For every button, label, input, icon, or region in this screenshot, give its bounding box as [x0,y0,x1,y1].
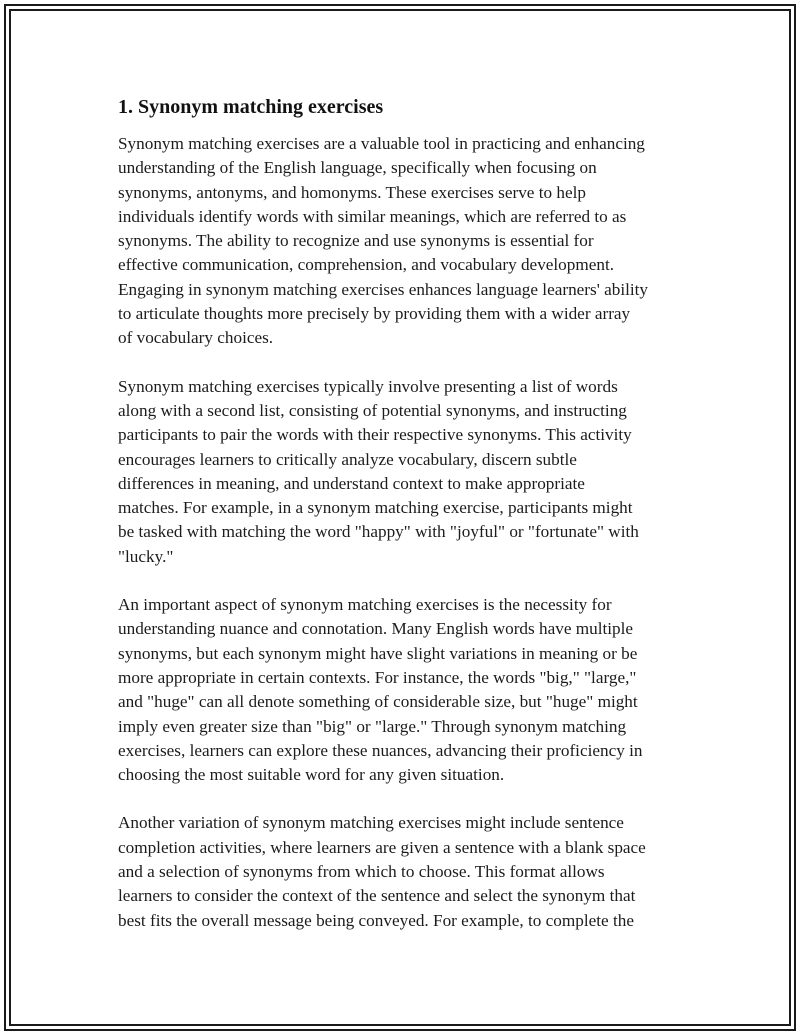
text-line: and a selection of synonyms from which to choose. This format allows [118,862,605,882]
text-line: Synonym matching exercises typically involve presenting a list of words [118,376,618,396]
text-line: and "huge" can all denote something of considerable size, but "huge" might [118,692,638,712]
paragraph-4 [118,811,688,932]
paragraph-2 [118,375,688,569]
section-heading: 1. Synonym matching exercises [118,96,384,118]
text-line: individuals identify words with similar meanings, which are referred to as [118,206,627,226]
text-line: Synonym matching exercises are a valuable tool in practicing and enhancing [118,134,645,153]
text-line: more appropriate in certain contexts. For instance, the words "big," "large," [118,667,637,687]
text-line: understanding nuance and connotation. Many English words have multiple [118,619,634,639]
text-line: synonyms. The ability to recognize and use synonyms is essential for [118,231,594,251]
text-line: along with a second list, consisting of potential synonyms, and instructing [118,400,627,420]
text-line: participants to pair the words with their respective synonyms. This activity [118,425,632,445]
text-line: encourages learners to critically analyze vocabulary, discern subtle [118,449,577,469]
text-line: completion activities, where learners are given a sentence with a blank space [118,837,646,857]
text-line: best fits the overall message being conveyed. For example, to complete the [118,910,634,930]
text-line: An important aspect of synonym matching exercises is the necessity for [118,595,612,615]
text-line: Engaging in synonym matching exercises enhances language learners' ability [118,279,649,299]
text-line: synonyms, but each synonym might have slight variations in meaning or be [118,643,638,663]
text-line: of vocabulary choices. [118,328,274,348]
text-line: understanding of the English language, specifically when focusing on [118,158,597,178]
text-line: choosing the most suitable word for any given situation. [118,765,505,785]
paragraph-3 [118,593,688,787]
document-body [118,94,688,957]
text-line: learners to consider the context of the sentence and select the synonym that [118,886,636,906]
text-line: exercises, learners can explore these nuances, advancing their proficiency in [118,740,643,760]
text-line: synonyms, antonyms, and homonyms. These exercises serve to help [118,182,586,202]
text-line: be tasked with matching the word "happy" with "joyful" or "fortunate" with [118,522,639,542]
text-line: Another variation of synonym matching exercises might include sentence [118,813,624,833]
text-line: to articulate thoughts more precisely by providing them with a wider array [118,304,631,324]
text-line: differences in meaning, and understand context to make appropriate [118,473,585,493]
paragraph-1 [118,132,688,351]
text-line: effective communication, comprehension, and vocabulary development. [118,255,615,275]
text-line: "lucky." [118,546,174,566]
text-line: imply even greater size than "big" or "large." Through synonym matching [118,716,627,736]
text-line: matches. For example, in a synonym matching exercise, participants might [118,498,633,518]
